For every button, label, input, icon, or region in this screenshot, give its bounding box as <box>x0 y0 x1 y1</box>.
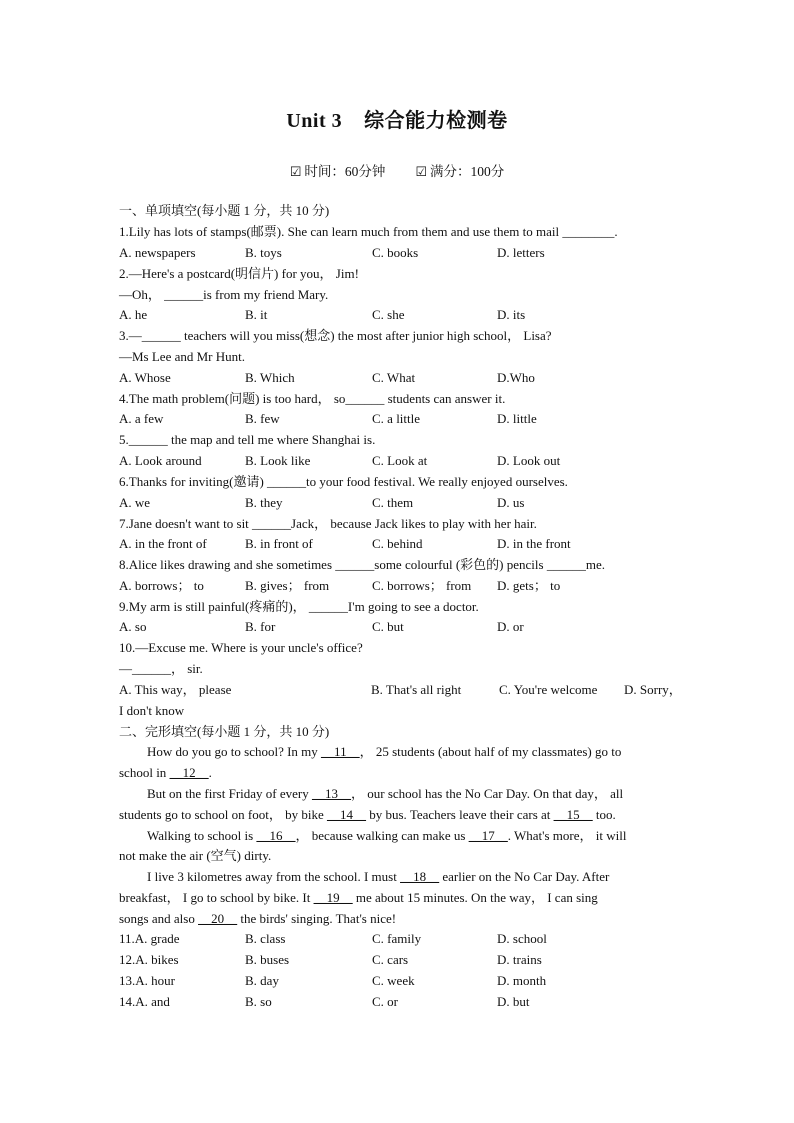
passage-text: Walking to school is <box>147 828 257 843</box>
blank-20: __20__ <box>198 911 238 926</box>
page-title <box>0 104 794 133</box>
option-c: C. family <box>372 931 422 946</box>
option-b: B. few <box>245 411 280 426</box>
blank-11: __11__ <box>321 744 360 759</box>
passage-line <box>119 786 623 802</box>
passage-text: How do you go to school? In my <box>147 744 322 759</box>
option-b: B. Look like <box>245 453 311 468</box>
question-stem: 3.—______ teachers will you miss(想念) the most after junior high school， Lisa? <box>119 328 552 343</box>
option-d: D. in the front <box>497 536 571 551</box>
passage-text: But on the first Friday of every <box>147 786 312 801</box>
question-stem: 8.Alice likes drawing and she sometimes ______some colourful (彩色的) pencils ______me. <box>119 557 605 572</box>
question-stem: 9.My arm is still painful(疼痛的)， ______I'm going to see a doctor. <box>119 599 479 614</box>
passage-line <box>119 807 616 823</box>
blank-18: __18__ <box>400 869 440 884</box>
question-stem: —Ms Lee and Mr Hunt. <box>119 349 246 364</box>
option-b: B. That's all right <box>371 682 462 697</box>
option-a: A. in the front of <box>119 536 207 551</box>
option-b: B. Which <box>245 370 295 385</box>
option-a: A. we <box>119 495 151 510</box>
blank-15: __15__ <box>553 807 593 822</box>
question-stem: —______， sir. <box>119 661 203 676</box>
question-stem: 7.Jane doesn't want to sit ______Jack， because Jack likes to play with her hair. <box>119 516 537 531</box>
option-b: B. day <box>245 973 279 988</box>
option-c: C. but <box>372 619 404 634</box>
question-stem: 4.The math problem(问题) is too hard， so______ students can answer it. <box>119 391 506 406</box>
option-c: C. she <box>372 307 405 322</box>
option-a: A. Look around <box>119 453 202 468</box>
option-c: C. borrows； from <box>372 578 472 593</box>
option-b: B. they <box>245 495 283 510</box>
blank-16: __16__ <box>256 828 296 843</box>
option-d: D. school <box>497 931 547 946</box>
passage-text: I live 3 kilometres away from the school. I must <box>147 869 401 884</box>
option-d: D. trains <box>497 952 542 967</box>
checkbox-icon: ☑ <box>415 165 428 180</box>
option-c: C. or <box>372 994 398 1009</box>
blank-19: __19__ <box>313 890 353 905</box>
blank-14: __14__ <box>327 807 366 822</box>
passage-text: ， because walking can make us <box>295 828 469 843</box>
passage-text: earlier on the No Car Day. After <box>439 869 610 884</box>
option-a: A. a few <box>119 411 164 426</box>
option-d: D. gets； to <box>497 578 561 593</box>
option-c: C. cars <box>372 952 409 967</box>
passage-line <box>119 869 609 885</box>
option-c: C. behind <box>372 536 423 551</box>
option-d: D. but <box>497 994 530 1009</box>
option-a: A. newspapers <box>119 245 196 260</box>
option-d: D. us <box>497 495 525 510</box>
option-a: A. Whose <box>119 370 171 385</box>
option-d: D. little <box>497 411 537 426</box>
option-a: A. so <box>119 619 147 634</box>
passage-text: students go to school on foot， by bike <box>119 807 327 822</box>
passage-line <box>119 911 396 927</box>
passage-line: not make the air (空气) dirty. <box>119 848 272 863</box>
passage-text: breakfast， I go to school by bike. It <box>119 890 314 905</box>
passage-line <box>119 744 621 760</box>
option-b: B. toys <box>245 245 282 260</box>
option-d: D. Look out <box>497 453 561 468</box>
option-a: 12.A. bikes <box>119 952 179 967</box>
option-b: B. for <box>245 619 276 634</box>
option-d: D.Who <box>497 370 535 385</box>
passage-line <box>119 828 626 844</box>
option-c: C. books <box>372 245 419 260</box>
question-stem: 5.______ the map and tell me where Shanghai is. <box>119 432 376 447</box>
blank-17: __17__ <box>468 828 508 843</box>
option-d-continued: I don't know <box>119 703 185 718</box>
option-a: A. he <box>119 307 148 322</box>
title-unit: Unit 3 <box>286 110 343 132</box>
option-b: B. gives； from <box>245 578 330 593</box>
passage-text: school in <box>119 765 170 780</box>
option-c: C. Look at <box>372 453 428 468</box>
title-cn: 综合能力检测卷 <box>364 110 508 132</box>
passage-text: ， 25 students (about half of my classmates) go to <box>359 744 622 759</box>
option-c: C. them <box>372 495 414 510</box>
passage-text: too. <box>592 807 616 822</box>
question-stem: 1.Lily has lots of stamps(邮票). She can learn much from them and use them to mail ________. <box>119 224 618 239</box>
option-d: D. Sorry， <box>624 682 682 697</box>
question-stem: 10.—Excuse me. Where is your uncle's office? <box>119 640 363 655</box>
passage-line <box>119 890 598 906</box>
passage-text: by bus. Teachers leave their cars at <box>366 807 554 822</box>
exam-meta <box>0 160 794 180</box>
option-b: B. in front of <box>245 536 313 551</box>
question-stem: —Oh， ______is from my friend Mary. <box>119 287 329 302</box>
blank-13: __13__ <box>312 786 351 801</box>
passage-text: songs and also <box>119 911 199 926</box>
time-limit: 时间：60分钟 <box>304 164 386 179</box>
option-b: B. it <box>245 307 268 322</box>
option-c: C. week <box>372 973 415 988</box>
checkbox-icon: ☑ <box>289 165 302 180</box>
option-d: D. month <box>497 973 547 988</box>
section-heading: 二、完形填空(每小题 1 分，共 10 分) <box>119 724 330 739</box>
passage-line <box>119 765 212 781</box>
option-a: 11.A. grade <box>119 931 180 946</box>
passage-text: . <box>208 765 212 780</box>
option-b: B. buses <box>245 952 290 967</box>
section-heading: 一、单项填空(每小题 1 分，共 10 分) <box>119 203 330 218</box>
option-c: C. You're welcome <box>499 682 598 697</box>
option-d: D. or <box>497 619 524 634</box>
option-a: 13.A. hour <box>119 973 175 988</box>
option-c: C. What <box>372 370 416 385</box>
option-a: A. This way， please <box>119 682 232 697</box>
option-c: C. a little <box>372 411 421 426</box>
option-a: A. borrows； to <box>119 578 204 593</box>
option-a: 14.A. and <box>119 994 170 1009</box>
option-d: D. letters <box>497 245 545 260</box>
option-b: B. so <box>245 994 272 1009</box>
passage-text: ， our school has the No Car Day. On that day， all <box>351 786 624 801</box>
option-d: D. its <box>497 307 526 322</box>
passage-text: . What's more， it will <box>507 828 627 843</box>
question-stem: 2.—Here's a postcard(明信片) for you， Jim! <box>119 266 359 281</box>
passage-text: the birds' singing. That's nice! <box>237 911 397 926</box>
blank-12: __12__ <box>169 765 209 780</box>
option-b: B. class <box>245 931 286 946</box>
question-stem: 6.Thanks for inviting(邀请) ______to your food festival. We really enjoyed ourselves. <box>119 474 568 489</box>
full-score: 满分：100分 <box>430 164 505 179</box>
passage-text: me about 15 minutes. On the way， I can sing <box>352 890 598 905</box>
